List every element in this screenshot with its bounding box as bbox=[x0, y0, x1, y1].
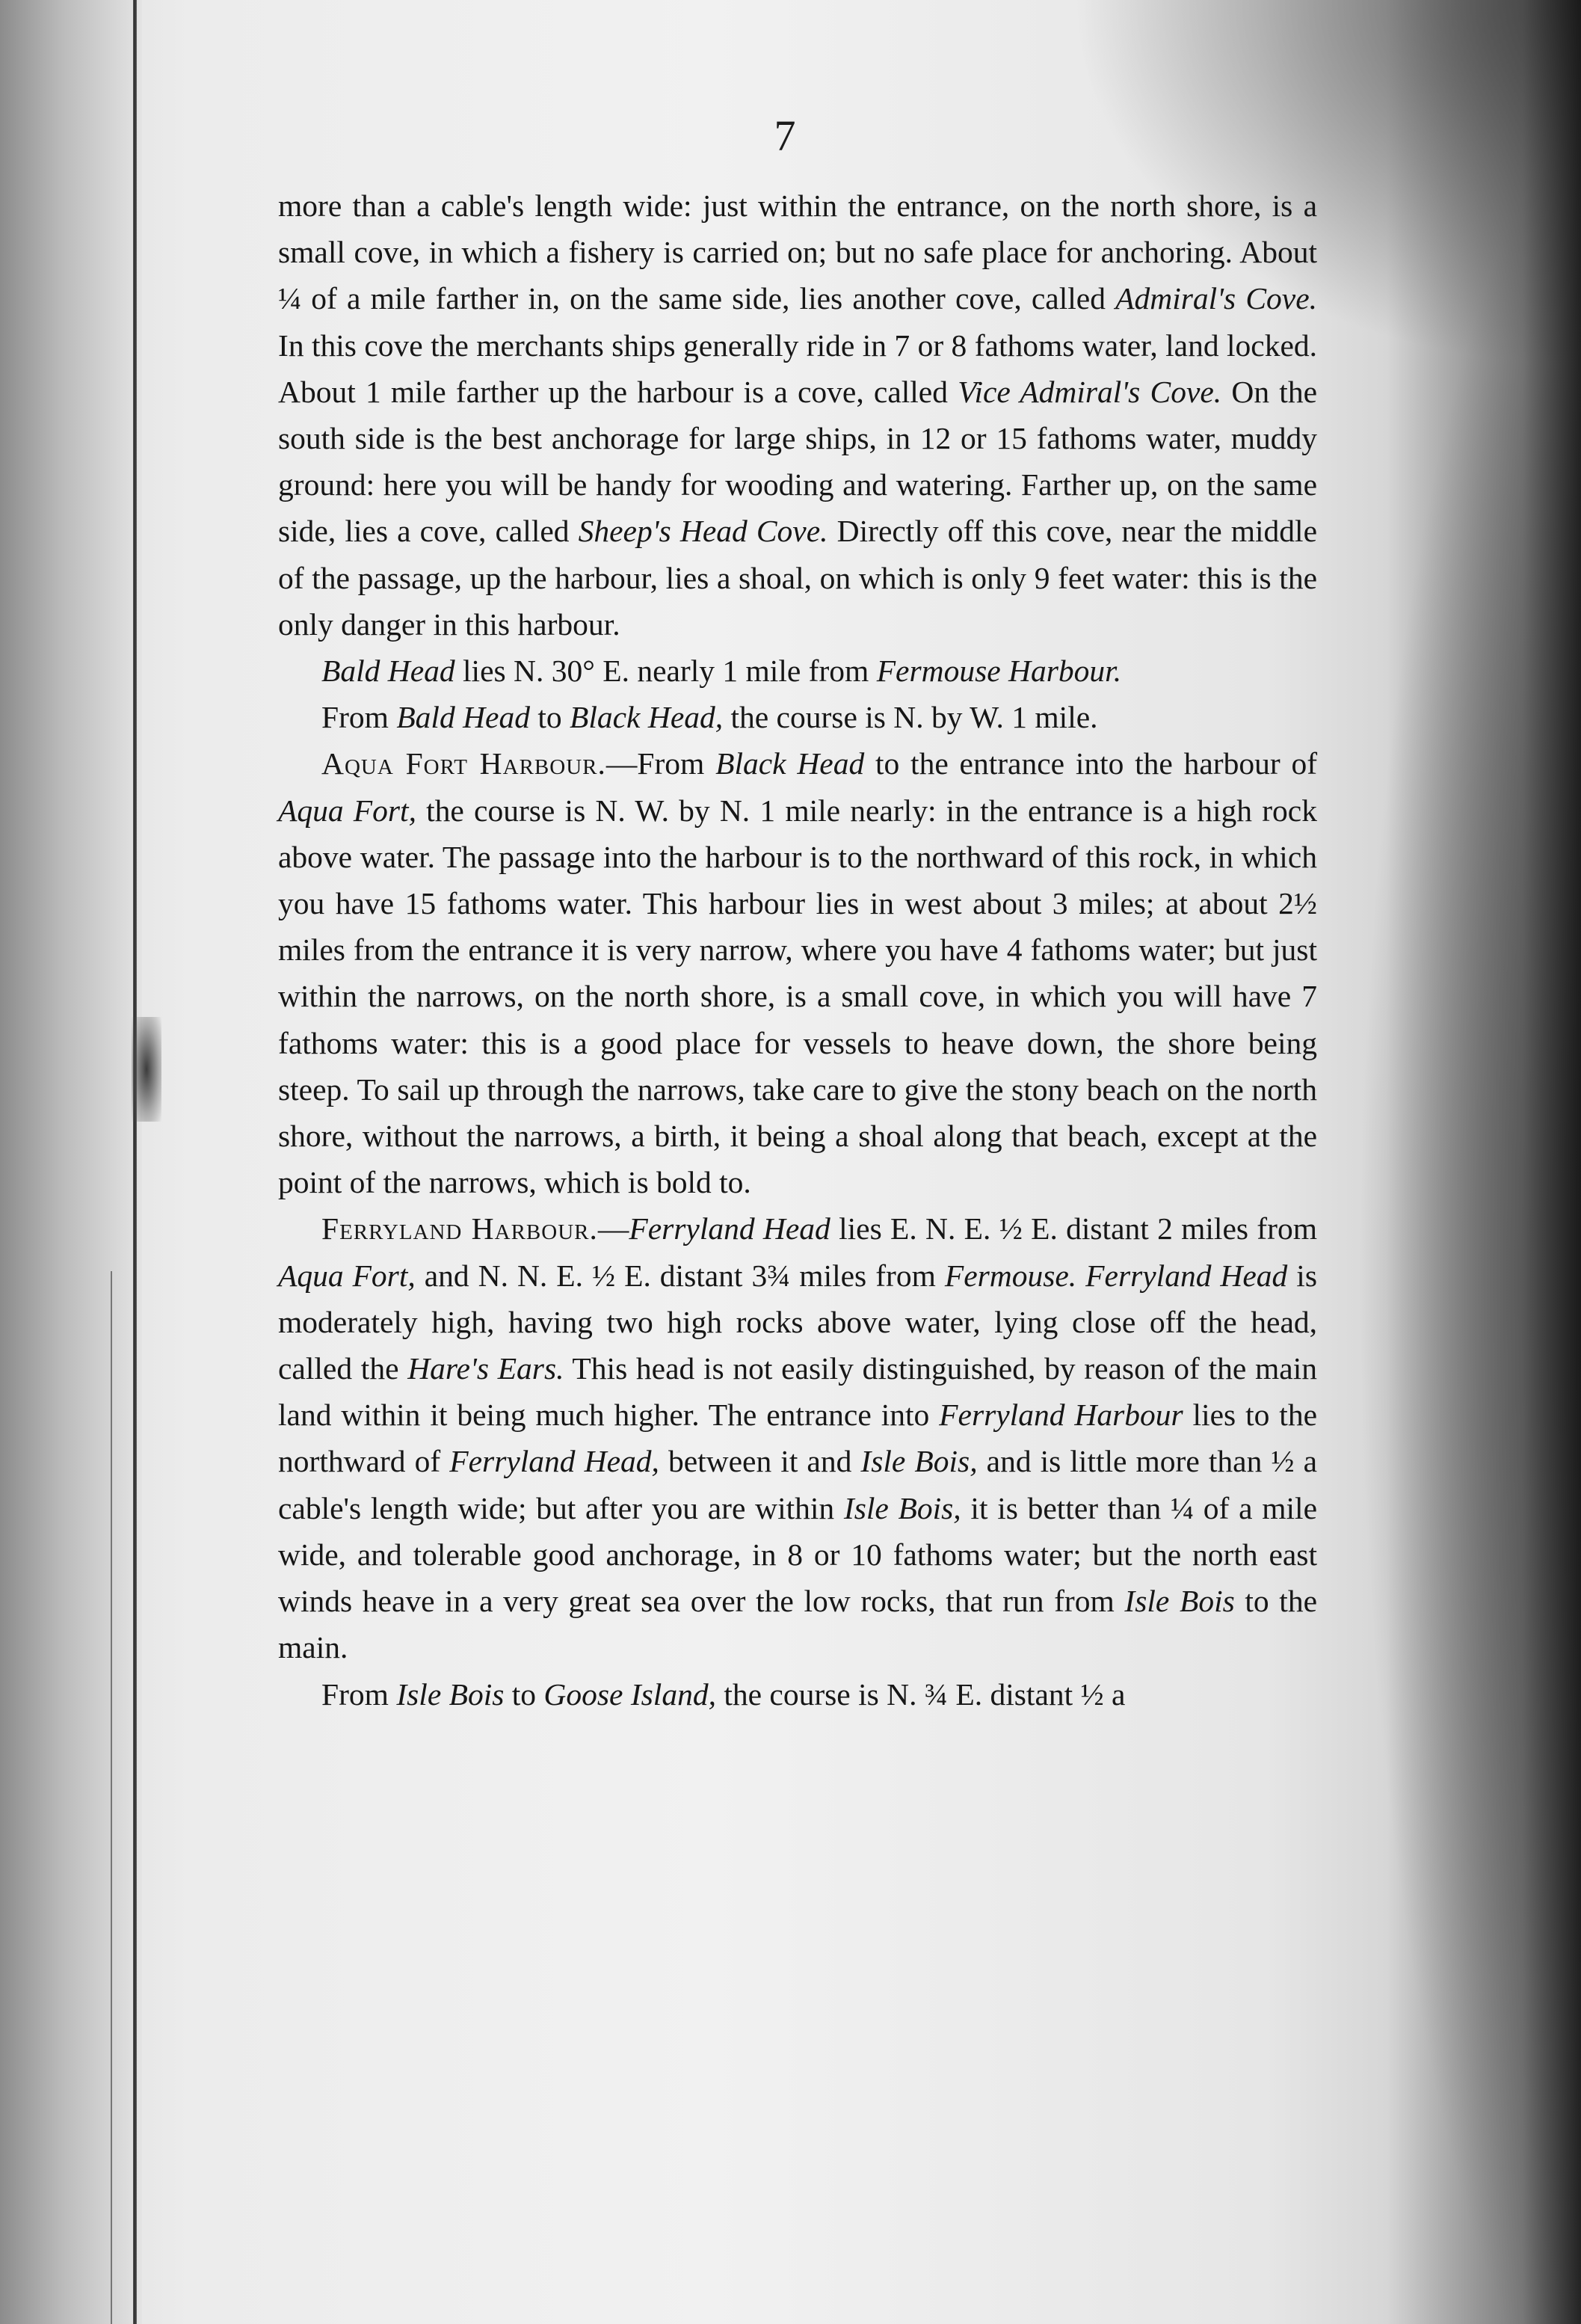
italic-text: Sheep's Head Cove. bbox=[578, 514, 828, 549]
page-left-margin bbox=[0, 0, 142, 2324]
italic-text: Bald Head bbox=[321, 654, 455, 689]
page-edge-shadow bbox=[1387, 0, 1581, 2324]
text-run: the course is N. W. by N. 1 mile nearly: in the entrance is a high rock above water. The passage into the harbour is to the northward of this rock, in which you have 15 fathoms water. This harbour lies in west about 3 miles; at about 2½ miles from the entrance it is very narrow, where you have 4 fathoms water; but just within the narrows, on the north shore, is a small cove, in which you will have 7 fathoms water: this is a good place for vessels to heave down, the shore being steep. To sail up through the narrows, take care to give the stony beach on the north shore, without the narrows, a birth, it being a shoal along that beach, except at the point of the narrows, which is bold to. bbox=[278, 793, 1317, 1200]
text-run: between it and bbox=[659, 1444, 861, 1479]
text-run: lies N. 30° E. nearly 1 mile from bbox=[454, 654, 877, 689]
binding-crease bbox=[111, 1271, 112, 2324]
text-run: — bbox=[597, 1211, 629, 1246]
italic-text: Isle Bois, bbox=[843, 1490, 961, 1525]
text-run: lies E. N. E. ½ E. distant 2 miles from bbox=[830, 1211, 1317, 1246]
italic-text: Isle Bois bbox=[1124, 1584, 1235, 1619]
italic-text: Bald Head bbox=[396, 700, 530, 735]
text-run: On the south side is the best anchorage for large ships, in 12 or 15 fathoms water, muddy ground: here you will be handy for wooding and watering. Farther up, on the same side, lies a cove, called bbox=[278, 374, 1318, 549]
text-run: Directly off this cove, near the middle of the passage, up the harbour, lies a shoal, on which is only 9 feet water: this is the only danger in this harbour. bbox=[278, 514, 1317, 642]
text-run: more than a cable's length wide: just within the entrance, on the north shore, is a small cove, in which a fishery is carried on; but no safe place for anchoring. About bbox=[278, 188, 1317, 270]
italic-text: Hare's Ears. bbox=[407, 1351, 564, 1386]
paragraph bbox=[278, 182, 1317, 648]
paragraph bbox=[278, 648, 1317, 694]
section-heading: Aqua Fort Harbour. bbox=[321, 746, 606, 781]
section-heading: Ferryland Harbour. bbox=[321, 1211, 598, 1246]
italic-text: Ferryland Head, bbox=[449, 1444, 659, 1479]
italic-text: Goose Island, bbox=[543, 1676, 716, 1712]
italic-text: Black Head bbox=[715, 746, 865, 781]
text-run: to bbox=[529, 700, 570, 735]
text-run: and N. N. E. ½ E. distant 3¾ miles from bbox=[415, 1258, 945, 1293]
italic-text: Vice Admiral's Cove. bbox=[958, 374, 1222, 409]
text-run: and is little more than ½ a cable's length wide; but after you are within bbox=[278, 1444, 1318, 1525]
italic-text: Aqua Fort, bbox=[278, 793, 416, 828]
italic-text: Ferryland Harbour bbox=[939, 1398, 1183, 1433]
italic-text: Admiral's Cove. bbox=[1115, 281, 1318, 316]
italic-text: Isle Bois bbox=[396, 1676, 505, 1712]
text-run: ¼ bbox=[278, 281, 302, 316]
paragraph bbox=[278, 740, 1317, 1205]
text-run: to the entrance into the harbour of bbox=[864, 746, 1318, 781]
paragraph bbox=[278, 694, 1317, 740]
text-run: —From bbox=[605, 746, 716, 781]
italic-text: Ferryland Head bbox=[629, 1211, 830, 1246]
paragraph bbox=[278, 1205, 1317, 1670]
italic-text: Fermouse Harbour. bbox=[876, 654, 1122, 689]
italic-text: Black Head, bbox=[570, 700, 724, 735]
text-run: In this cove the merchants ships generally ride in 7 or 8 fathoms water, land locked. About 1 mile farther up the harbour is a cove, called bbox=[278, 328, 1317, 409]
italic-text: Ferryland Head bbox=[1085, 1258, 1288, 1293]
paper-tear-mark bbox=[132, 1017, 161, 1122]
text-run: it is better than ¼ of a mile wide, and tolerable good anchorage, in 8 or 10 fathoms water; but the north east winds heave in a very great sea over the low rocks, that run from bbox=[278, 1490, 1317, 1619]
italic-text: Fermouse. bbox=[944, 1258, 1077, 1293]
text-run: the course is N. ¾ E. distant ½ a bbox=[715, 1676, 1126, 1712]
text-run: From bbox=[321, 700, 397, 735]
text-run: From bbox=[321, 1676, 397, 1712]
binding-fold-line bbox=[133, 0, 137, 2324]
italic-text: Isle Bois, bbox=[860, 1444, 978, 1479]
text-run: to the main. bbox=[278, 1584, 1318, 1665]
text-run: This head is not easily distinguished, by reason of the main land within it being much higher. The entrance into bbox=[278, 1351, 1317, 1433]
text-run: the course is N. by W. 1 mile. bbox=[723, 700, 1098, 735]
text-run: lies to the northward of bbox=[278, 1398, 1317, 1479]
italic-text: Aqua Fort, bbox=[278, 1258, 416, 1293]
text-run bbox=[1076, 1258, 1085, 1293]
paragraph bbox=[278, 1671, 1317, 1718]
page-number: 7 bbox=[774, 111, 796, 160]
text-run: is moderately high, having two high rocks above water, lying close off the head, called the bbox=[278, 1258, 1317, 1386]
body-text bbox=[278, 182, 1317, 1718]
text-run: of a mile farther in, on the same side, lies another cove, called bbox=[301, 281, 1116, 316]
text-run: to bbox=[504, 1676, 544, 1712]
